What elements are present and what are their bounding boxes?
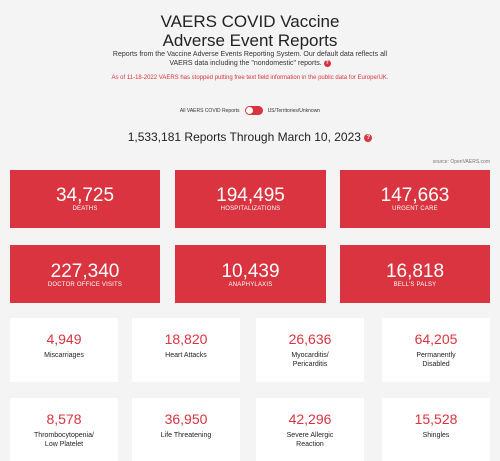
- stat-label-line-2: Pericarditis: [292, 361, 328, 368]
- stat-label: HOSPITALIZATIONS: [220, 206, 281, 212]
- toggle-left-label: All VAERS COVID Reports: [179, 107, 240, 114]
- stat-label: DEATHS: [72, 206, 98, 212]
- question-circle-icon[interactable]: ?: [364, 134, 372, 142]
- stat-card-bells-palsy[interactable]: [340, 245, 490, 303]
- question-circle-icon[interactable]: ?: [325, 59, 329, 66]
- stat-card-miscarriages[interactable]: [10, 318, 118, 382]
- stat-card-myocarditis[interactable]: [256, 318, 364, 382]
- source-link[interactable]: source: OpenVAERS.com: [432, 159, 490, 165]
- stat-card-thrombocytopenia[interactable]: [10, 398, 118, 461]
- stat-card-shingles[interactable]: [382, 398, 490, 461]
- stat-label: [256, 431, 364, 449]
- stat-value: 18,820: [164, 331, 208, 347]
- page-title: [0, 12, 500, 50]
- stat-label: [256, 351, 364, 369]
- subtitle-text: Reports from the Vaccine Adverse Events Reporting System. Our default data reflects all VAERS data including the "nondomestic" reports.: [112, 51, 388, 67]
- notice-text: As of 11-18-2022 VAERS has stopped putting free text field information in the public data for Europe/UK.: [111, 75, 389, 81]
- stat-label-line-1: Severe Allergic: [286, 432, 334, 439]
- page-subtitle: [110, 50, 390, 68]
- stat-value: 64,205: [414, 331, 458, 347]
- stat-label: BELL'S PALSY: [393, 282, 437, 288]
- stat-card-permanently-disabled[interactable]: [382, 318, 490, 382]
- stat-label-line-1: Shingles: [422, 432, 450, 439]
- stat-label: [10, 351, 118, 360]
- stat-value: 26,636: [288, 331, 332, 347]
- stat-card-heart-attacks[interactable]: [132, 318, 240, 382]
- stat-value: 16,818: [385, 261, 445, 282]
- reports-summary: [0, 130, 500, 144]
- data-scope-toggle: [0, 106, 500, 115]
- stat-value: 194,495: [216, 185, 285, 206]
- stat-card-life-threatening[interactable]: [132, 398, 240, 461]
- stat-label-line-1: Thrombocytopenia/: [34, 432, 94, 439]
- stat-label-line-1: Myocarditis/: [291, 352, 329, 359]
- stat-value: 36,950: [164, 411, 208, 427]
- title-line-2: Adverse Event Reports: [162, 31, 338, 50]
- stat-value: 34,725: [55, 185, 115, 206]
- stat-label-line-1: Permanently: [416, 352, 456, 359]
- stat-card-hospitalizations[interactable]: [175, 170, 326, 228]
- stat-label-line-2: Low Platelet: [44, 441, 84, 448]
- stat-label: [132, 351, 240, 360]
- title-line-1: VAERS COVID Vaccine: [160, 12, 340, 31]
- stat-label: [382, 351, 490, 369]
- stat-value: 8,578: [46, 411, 82, 427]
- stat-label-line-1: Miscarriages: [44, 352, 84, 359]
- stat-label: ANAPHYLAXIS: [228, 282, 273, 288]
- stat-value: 42,296: [288, 411, 332, 427]
- stat-label-line-1: Heart Attacks: [165, 352, 207, 359]
- stat-card-anaphylaxis[interactable]: [175, 245, 326, 303]
- reports-summary-text: 1,533,181 Reports Through March 10, 2023: [127, 130, 361, 144]
- stat-card-doctor-office-visits[interactable]: [10, 245, 160, 303]
- stat-card-severe-allergic-reaction[interactable]: [256, 398, 364, 461]
- stat-label: URGENT CARE: [392, 206, 438, 212]
- stat-label: [132, 431, 240, 440]
- scope-switch[interactable]: [245, 106, 263, 115]
- stat-label-line-1: Life Threatening: [160, 432, 212, 439]
- stat-card-urgent-care[interactable]: [340, 170, 490, 228]
- stat-label: DOCTOR OFFICE VISITS: [47, 282, 123, 288]
- toggle-right-label: US/Territories/Unknown: [267, 107, 321, 114]
- stat-card-deaths[interactable]: [10, 170, 160, 228]
- stat-value: 147,663: [380, 185, 450, 206]
- stat-label: [382, 431, 490, 440]
- stat-value: 227,340: [50, 261, 120, 282]
- stat-label-line-2: Reaction: [296, 441, 324, 448]
- stat-value: 10,439: [221, 261, 280, 282]
- stat-value: 15,528: [414, 411, 458, 427]
- switch-knob: [246, 107, 253, 114]
- stat-value: 4,949: [46, 331, 82, 347]
- stat-label-line-2: Disabled: [422, 361, 450, 368]
- stat-label: [10, 431, 118, 449]
